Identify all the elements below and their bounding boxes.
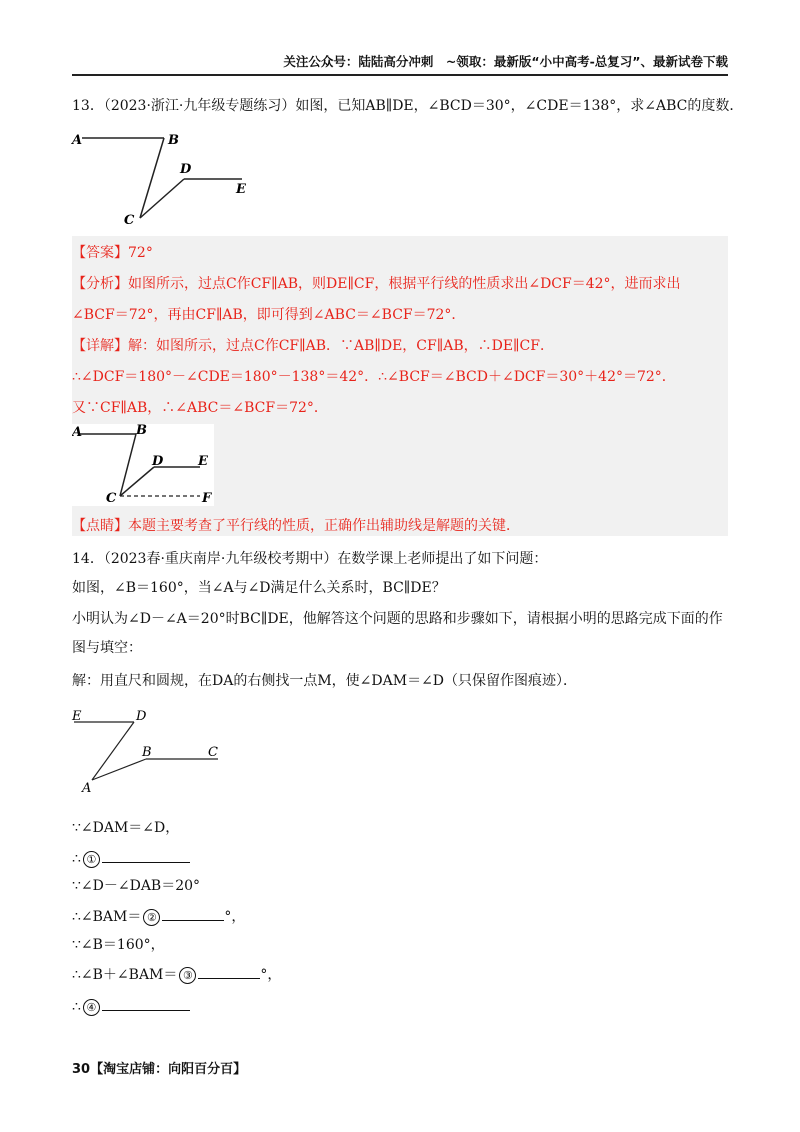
q14-step-2	[72, 848, 728, 869]
q13-stem: 13．（2023·浙江·九年级专题练习）如图，已知AB∥DE，∠BCD＝30°，∠CDE＝138°，求∠ABC的度数．	[72, 98, 744, 114]
q13-detail-3: 又∵CF∥AB，∴∠ABC＝∠BCF＝72°．	[72, 400, 328, 416]
q14-step-6-suffix: °，	[260, 967, 282, 983]
q14-label-a: A	[82, 781, 92, 796]
blank-1[interactable]	[102, 848, 190, 863]
q13-detail-1: 【详解】解：如图所示，过点C作CF∥AB．∵AB∥DE，CF∥AB，∴DE∥CF．	[72, 338, 554, 354]
q14-label-e: E	[72, 709, 82, 724]
q13-label-a: A	[72, 133, 83, 148]
blank-2[interactable]	[162, 906, 224, 921]
q14-step-7-prefix: ∴	[72, 999, 81, 1015]
q13-label-c: C	[124, 213, 135, 228]
q14-stem: 14．（2023春·重庆南岸·九年级校考期中）在数学课上老师提出了如下问题：	[72, 551, 548, 567]
q13-label-b: B	[168, 133, 179, 148]
q14-line3: 小明认为∠D－∠A＝20°时BC∥DE，他解答这个问题的思路和步骤如下，请根据小明的思路完成下面的作	[72, 611, 723, 627]
q14-step-6-prefix: ∴∠B＋∠BAM＝	[72, 967, 178, 983]
circled-2: ②	[143, 909, 160, 926]
q13-detail-2: ∴∠DCF＝180°－∠CDE＝180°－138°＝42°．∴∠BCF＝∠BCD＋∠DCF＝30°＋42°＝72°．	[72, 369, 676, 385]
q13s-label-f: F	[202, 491, 212, 506]
q14-step-4-suffix: °，	[224, 909, 246, 925]
q14-figure	[64, 704, 234, 800]
circled-3: ③	[179, 967, 196, 984]
page-footer: 30【淘宝店铺：向阳百分百】	[72, 1062, 247, 1077]
q14-step-4	[72, 906, 728, 927]
q14-line2: 如图，∠B＝160°，当∠A与∠D满足什么关系时，BC∥DE？	[72, 580, 446, 596]
q14-label-d: D	[136, 709, 147, 724]
q13-label-e: E	[236, 182, 246, 197]
q14-step-3: ∵∠D－∠DAB＝20°	[72, 878, 201, 894]
q13s-label-c: C	[106, 491, 117, 506]
q14-label-c: C	[208, 745, 218, 760]
q14-label-b: B	[142, 745, 152, 760]
page-header: 关注公众号：陆陆高分冲刺 ~领取：最新版“小中高考-总复习”、最新试卷下载	[72, 52, 728, 76]
q14-line4: 图与填空：	[72, 640, 142, 656]
blank-3[interactable]	[198, 964, 260, 979]
circled-4: ④	[83, 999, 100, 1016]
q14-step-4-prefix: ∴∠BAM＝	[72, 909, 142, 925]
q14-line5: 解：用直尺和圆规，在DA的右侧找一点M，使∠DAM＝∠D（只保留作图痕迹）．	[72, 673, 578, 689]
q13-answer: 【答案】72°	[72, 245, 153, 261]
q13-figure	[60, 120, 280, 230]
q14-step-1: ∵∠DAM＝∠D，	[72, 820, 180, 836]
q13s-label-d: D	[152, 454, 164, 469]
q13-comment: 【点睛】本题主要考查了平行线的性质，正确作出辅助线是解题的关键．	[72, 518, 520, 534]
q13s-label-b: B	[136, 424, 147, 438]
q14-step-7	[72, 996, 728, 1017]
q13s-label-a: A	[72, 425, 83, 440]
q13s-label-e: E	[198, 454, 208, 469]
q14-step-6	[72, 964, 728, 985]
circled-1: ①	[83, 851, 100, 868]
q14-step-5: ∵∠B＝160°，	[72, 937, 165, 953]
q13-analysis-1: 【分析】如图所示，过点C作CF∥AB，则DE∥CF，根据平行线的性质求出∠DCF＝42°，进而求出	[72, 276, 681, 292]
q13-analysis-2: ∠BCF＝72°，再由CF∥AB，即可得到∠ABC＝∠BCF＝72°．	[72, 307, 466, 323]
q13-label-d: D	[180, 162, 192, 177]
blank-4[interactable]	[102, 996, 190, 1011]
q14-step-2-prefix: ∴	[72, 851, 81, 867]
q13-solution-figure	[72, 424, 214, 506]
